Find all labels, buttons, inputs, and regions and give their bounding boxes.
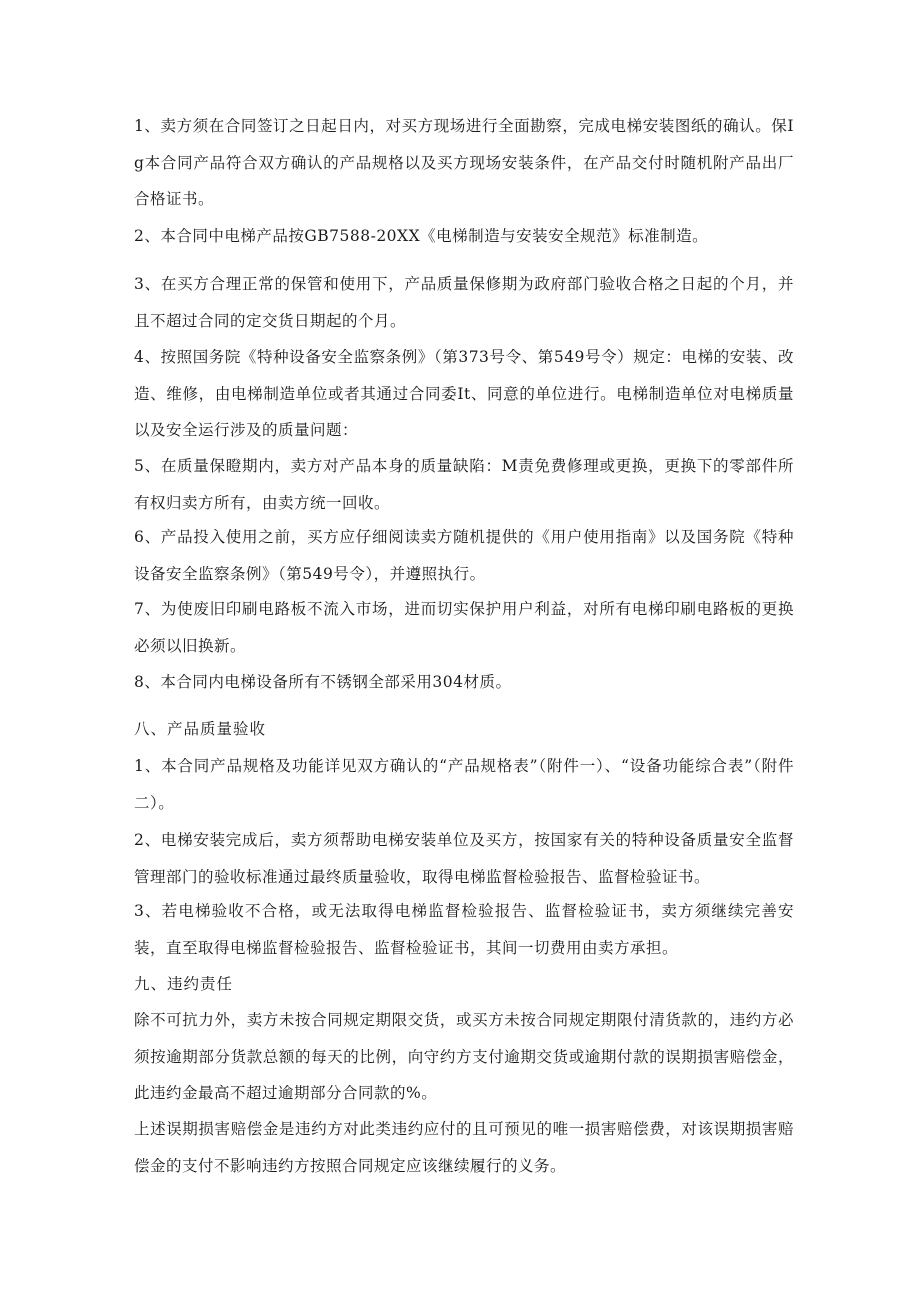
clause-8-1: 1、本合同产品规格及功能详见双方确认的“产品规格表”（附件一）、“设备功能综合表”（附件二）。 xyxy=(134,757,794,812)
clause-7-5: 5、在质量保瞪期内，卖方对产品本身的质量缺陷：M责免费修理或更换，更换下的零部件所有权归卖方所有，由卖方统一回收。 xyxy=(134,457,794,512)
clause-7-8: 8、本合同内电梯设备所有不锈钢全部采用304材质。 xyxy=(134,673,512,691)
clause-9-2: 上述误期损害赔偿金是违约方对此类违约应付的且可预见的唯一损害赔偿费，对该误期损害赔偿金的支付不影响违约方按照合同规定应该继续履行的义务。 xyxy=(134,1120,794,1175)
clause-8-2: 2、电梯安装完成后，卖方须帮助电梯安装单位及买方，按国家有关的特种设备质量安全监督管理部门的验收标准通过最终质量验收，取得电梯监督检验报告、监督检验证书。 xyxy=(134,831,794,886)
clause-7-4: 4、按照国务院《特种设备安全监察条例》（第373号令、第549号令）规定：电梯的安装、改造、维修，由电梯制造单位或者其通过合同委It、同意的单位进行。电梯制造单位对电梯质量以及安全运行涉及的质量问题： xyxy=(134,348,794,439)
section-heading-9: 九、违约责任 xyxy=(134,975,234,993)
clause-7-6: 6、产品投入使用之前，买方应仔细阅读卖方随机提供的《用户使用指南》以及国务院《特种设备安全监察条例》（第549号令），并遵照执行。 xyxy=(134,528,794,583)
clause-7-2: 2、本合同中电梯产品按GB7588-20XX《电梯制造与安装安全规范》标准制造。 xyxy=(134,227,709,245)
section-heading-8: 八、产品质量验收 xyxy=(134,720,267,738)
clause-9-1: 除不可抗力外，卖方未按合同规定期限交货，或买方未按合同规定期限付清货款的，违约方必须按逾期部分货款总额的每天的比例，向守约方支付逾期交货或逾期付款的误期损害赔偿金，此违约金最高不超过逾期部分合同款的%。 xyxy=(134,1011,794,1102)
clause-7-3: 3、在买方合理正常的保管和使用下，产品质量保修期为政府部门验收合格之日起的个月，并且不超过合同的定交货日期起的个月。 xyxy=(134,275,794,330)
clause-8-3: 3、若电梯验收不合格，或无法取得电梯监督检验报告、监督检验证书，卖方须继续完善安装，直至取得电梯监督检验报告、监督检验证书，其间一切费用由卖方承担。 xyxy=(134,902,794,957)
clause-7-1: 1、卖方须在合同签订之日起日内，对买方现场进行全面勘察，完成电梯安装图纸的确认。保Ig本合同产品符合双方确认的产品规格以及买方现场安装条件，在产品交付时随机附产品出厂合格证书。 xyxy=(134,117,794,208)
clause-7-7: 7、为使废旧印刷电路板不流入市场，进而切实保护用户利益，对所有电梯印刷电路板的更换必须以旧换新。 xyxy=(134,600,794,655)
